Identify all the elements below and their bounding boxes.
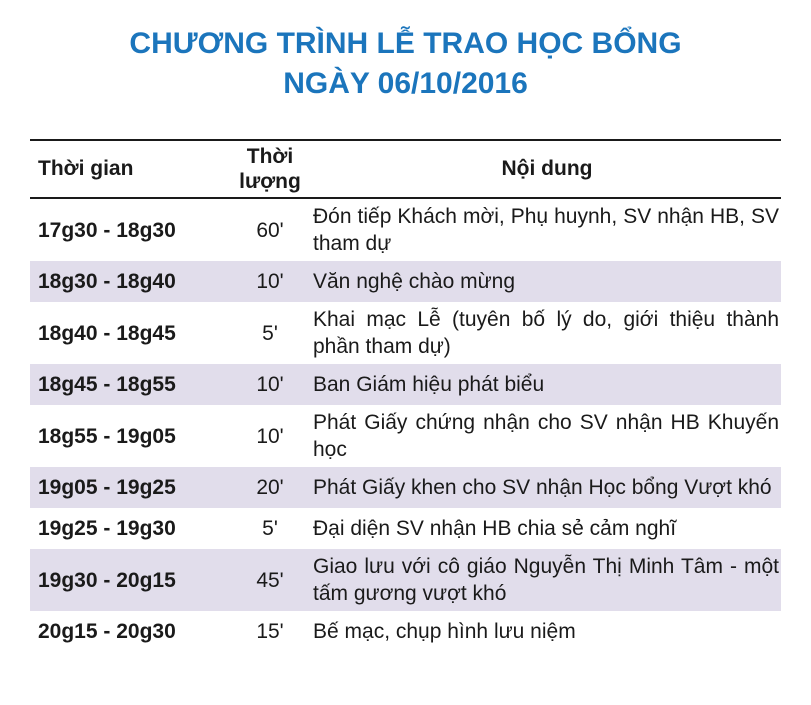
schedule-header <box>30 140 781 198</box>
table-row <box>30 302 781 364</box>
time-cell: 17g30 - 18g30 <box>38 218 176 242</box>
table-row <box>30 198 781 261</box>
table-row <box>30 364 781 405</box>
content-cell: Văn nghệ chào mừng <box>313 270 516 293</box>
content-cell: Giao lưu với cô giáo Nguyễn Thị Minh Tâm - một tấm gương vượt khó <box>313 555 779 605</box>
table-row <box>30 261 781 302</box>
table-row <box>30 405 781 467</box>
header-row <box>30 140 781 198</box>
content-cell: Khai mạc Lễ (tuyên bố lý do, giới thiệu thành phần tham dự) <box>313 308 779 358</box>
table-row <box>30 467 781 508</box>
table-row <box>30 549 781 611</box>
title-line-1: CHƯƠNG TRÌNH LỄ TRAO HỌC BỔNG <box>129 27 682 60</box>
duration-cell: 10' <box>256 373 284 396</box>
time-cell: 19g25 - 19g30 <box>38 517 176 540</box>
duration-cell: 10' <box>256 424 284 448</box>
table-row <box>30 508 781 549</box>
content-cell: Đại diện SV nhận HB chia sẻ cảm nghĩ <box>313 517 677 540</box>
content-cell: Bế mạc, chụp hình lưu niệm <box>313 620 576 643</box>
duration-cell: 20' <box>256 476 284 499</box>
duration-cell: 5' <box>262 321 278 345</box>
content-cell: Phát Giấy khen cho SV nhận Học bổng Vượt khó <box>313 476 772 499</box>
time-cell: 18g40 - 18g45 <box>38 321 176 345</box>
time-cell: 18g30 - 18g40 <box>38 270 176 293</box>
time-cell: 19g05 - 19g25 <box>38 476 176 499</box>
duration-cell: 60' <box>256 218 284 242</box>
schedule-table-container <box>30 139 781 652</box>
time-cell: 19g30 - 20g15 <box>38 568 176 592</box>
schedule-body <box>30 198 781 652</box>
time-cell: 18g45 - 18g55 <box>38 373 176 396</box>
content-cell: Phát Giấy chứng nhận cho SV nhận HB Khuyến học <box>313 411 779 461</box>
header-duration: Thời lượng <box>239 145 301 193</box>
content-cell: Ban Giám hiệu phát biểu <box>313 373 545 396</box>
title-line-2: NGÀY 06/10/2016 <box>283 67 528 100</box>
time-cell: 20g15 - 20g30 <box>38 620 176 643</box>
time-cell: 18g55 - 19g05 <box>38 424 176 448</box>
header-content: Nội dung <box>501 157 593 180</box>
page-title <box>0 24 811 104</box>
duration-cell: 10' <box>256 270 284 293</box>
schedule-table <box>30 139 781 652</box>
header-time: Thời gian <box>38 157 134 180</box>
table-row <box>30 611 781 652</box>
duration-cell: 5' <box>262 517 278 540</box>
content-cell: Đón tiếp Khách mời, Phụ huynh, SV nhận HB, SV tham dự <box>313 205 779 255</box>
duration-cell: 45' <box>256 568 284 592</box>
duration-cell: 15' <box>256 620 284 643</box>
